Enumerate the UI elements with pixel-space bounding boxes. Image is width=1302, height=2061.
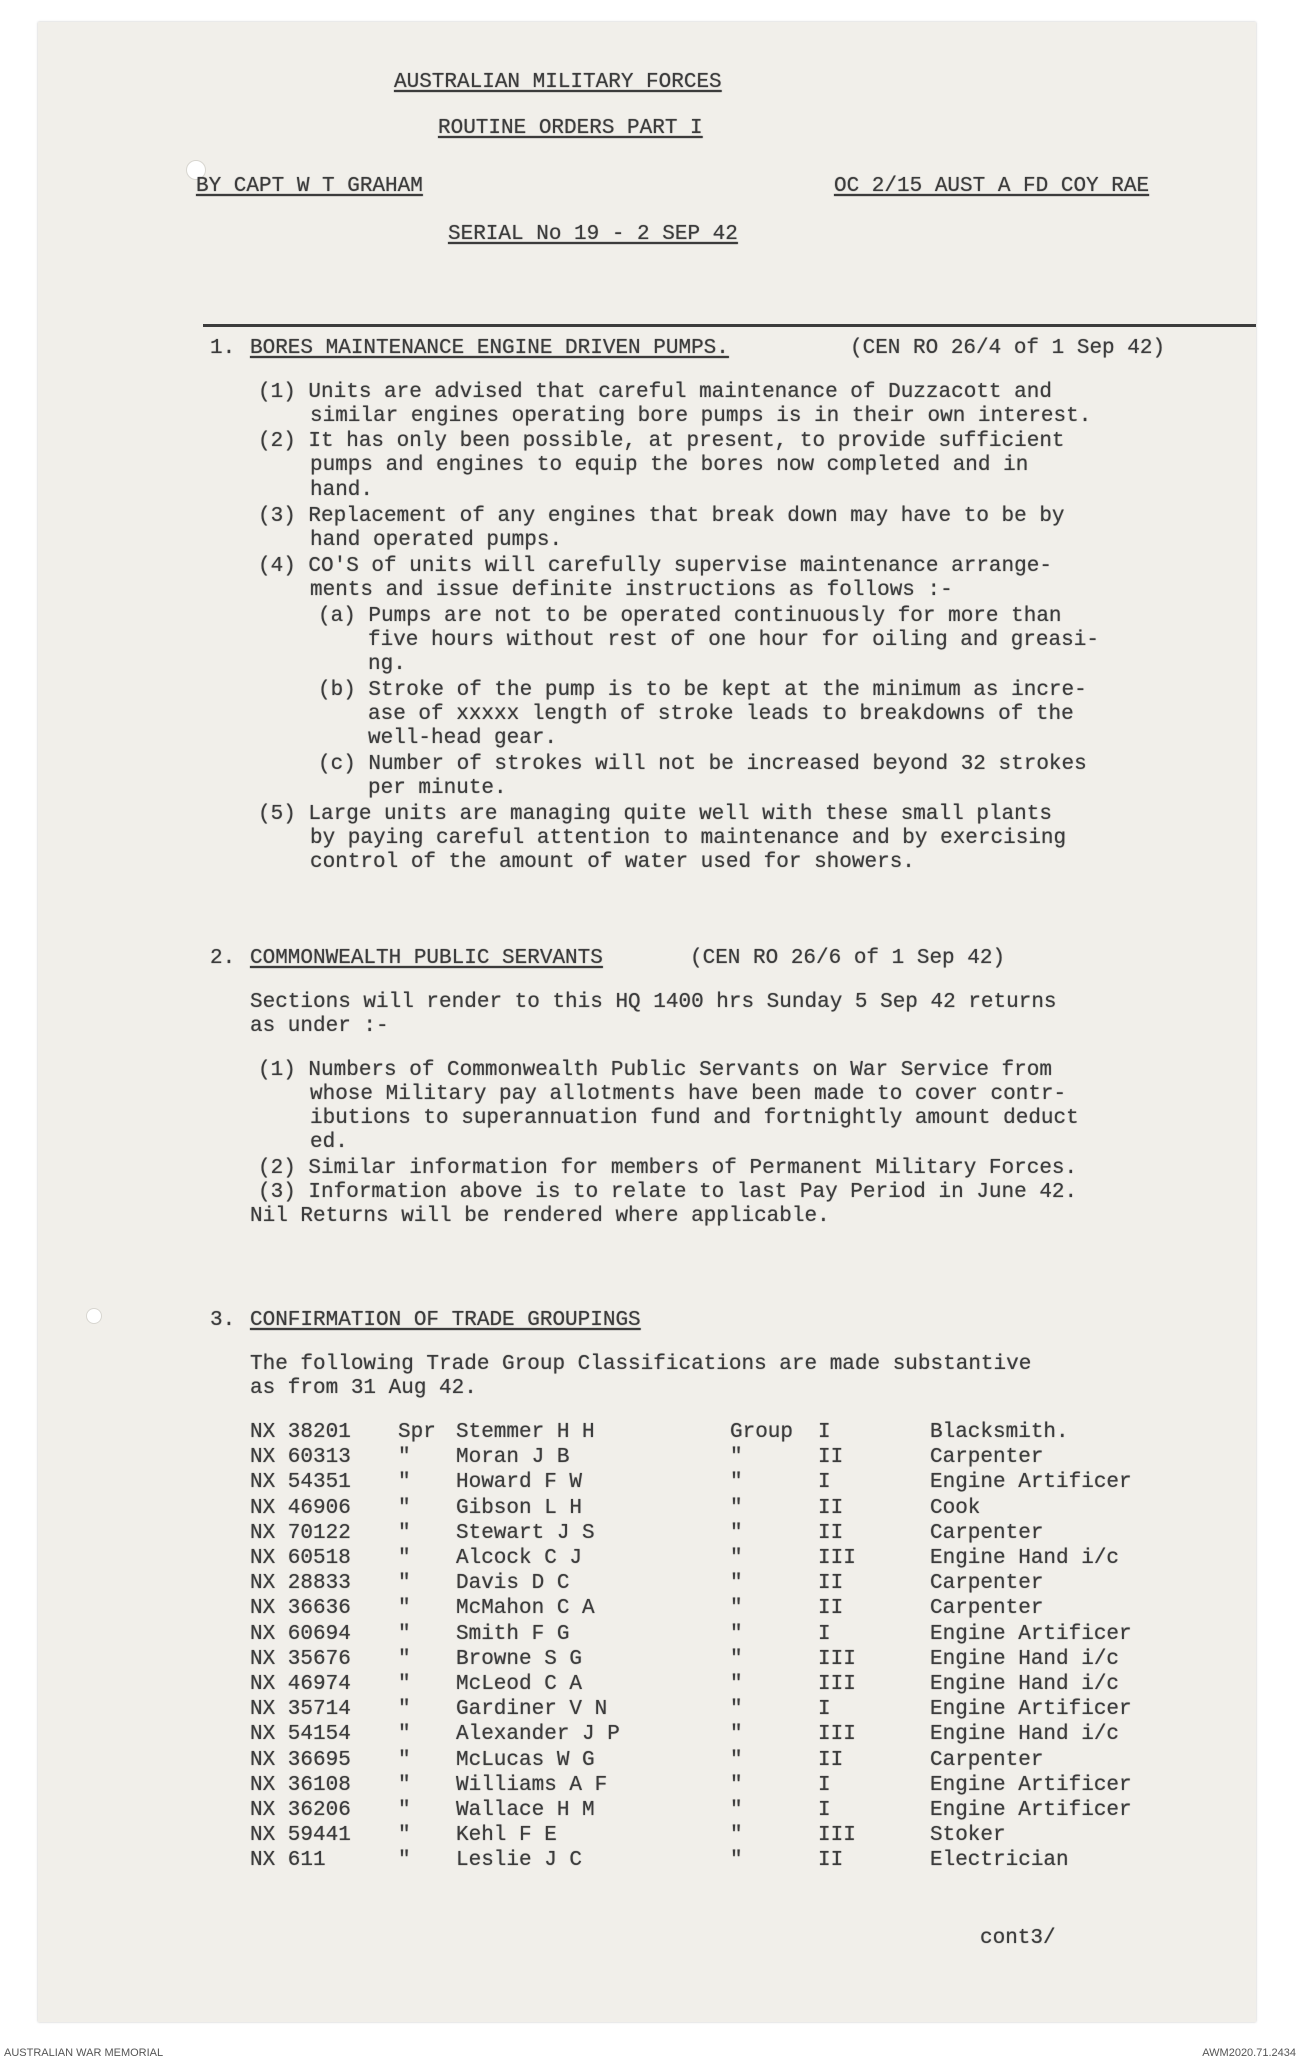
trade-row-trade: Engine Hand i/c [930,1647,1120,1671]
text-line: hand. [310,479,374,502]
trade-row-trade: Engine Artificer [930,1698,1132,1722]
trade-row-no: NX 36206 [250,1799,351,1822]
trade-row-grp: " [730,1597,743,1621]
trade-row-no: NX 60694 [250,1622,351,1646]
document-page [38,22,1256,2022]
trade-row-no: NX 54154 [250,1723,351,1747]
trade-row-no: NX 59441 [250,1824,351,1848]
trade-row-no: NX 60518 [250,1547,351,1570]
text-line: (4) CO'S of units will carefully supervise maintenance arrange- [258,555,1052,578]
trade-row-trade: Engine Artificer [930,1622,1132,1646]
text-line: as from 31 Aug 42. [250,1377,477,1400]
trade-row-trade: Carpenter [930,1572,1044,1596]
trade-row-rank: " [398,1748,411,1772]
trade-row-cls: I [818,1698,831,1722]
text-line: per minute. [368,777,507,800]
trade-row-cls: I [818,1799,831,1822]
trade-row-grp: " [730,1622,743,1646]
trade-row-grp: " [730,1698,743,1722]
text-line: ments and issue definite instructions as follows :- [310,579,953,602]
trade-row-no: NX 28833 [250,1572,351,1596]
trade-row-grp: Group [730,1421,794,1444]
section3-heading: CONFIRMATION OF TRADE GROUPINGS [250,1309,641,1332]
trade-row-rank: " [398,1647,411,1671]
text-line: ng. [368,653,406,676]
trade-row-grp: " [730,1799,743,1822]
trade-row-name: Alexander J P [456,1723,620,1747]
trade-row-rank: " [398,1496,411,1520]
trade-row-cls: II [818,1521,844,1545]
trade-row-cls: I [818,1622,831,1646]
trade-row-no: NX 38201 [250,1421,351,1444]
trade-row-grp: " [730,1446,743,1470]
trade-row-cls: III [818,1673,856,1696]
trade-row-trade: Carpenter [930,1446,1044,1470]
trade-row-rank: Spr [398,1421,436,1444]
trade-row-grp: " [730,1547,743,1570]
unit-oc: OC 2/15 AUST A FD COY RAE [834,175,1150,198]
trade-row-trade: Engine Hand i/c [930,1547,1120,1570]
section1-number: 1. [210,337,236,360]
text-line: hand operated pumps. [310,529,563,552]
trade-row-rank: " [398,1597,411,1621]
trade-row-grp: " [730,1572,743,1596]
trade-row-cls: III [818,1723,856,1747]
continued-note: cont3/ [980,1927,1056,1950]
section2-number: 2. [210,947,236,970]
trade-row-no: NX 36695 [250,1748,351,1772]
trade-row-trade: Cook [930,1496,981,1520]
text-line: (2) Similar information for members of Permanent Military Forces. [258,1157,1078,1180]
trade-row-no: NX 46906 [250,1496,351,1520]
trade-row-rank: " [398,1547,411,1570]
text-line: pumps and engines to equip the bores now completed and in [310,454,1029,477]
text-line: The following Trade Group Classifications are made substantive [250,1353,1032,1376]
trade-row-rank: " [398,1824,411,1848]
text-line: (5) Large units are managing quite well with these small plants [258,803,1052,826]
trade-row-trade: Engine Hand i/c [930,1723,1120,1747]
trade-row-trade: Electrician [930,1849,1069,1873]
text-line: ase of xxxxx length of stroke leads to breakdowns of the [368,703,1074,726]
trade-row-no: NX 36108 [250,1773,351,1797]
doc-subtitle: ROUTINE ORDERS PART I [438,117,703,140]
trade-row-rank: " [398,1446,411,1470]
trade-row-name: Wallace H M [456,1799,595,1822]
trade-row-name: Gardiner V N [456,1698,608,1722]
trade-row-name: Smith F G [456,1622,570,1646]
text-line: well-head gear. [368,727,558,750]
trade-row-name: Alcock C J [456,1547,583,1570]
trade-row-trade: Engine Artificer [930,1471,1132,1495]
trade-row-name: Stemmer H H [456,1421,595,1444]
text-line: (1) Numbers of Commonwealth Public Servants on War Service from [258,1059,1052,1082]
doc-title: AUSTRALIAN MILITARY FORCES [394,71,722,94]
trade-row-name: Browne S G [456,1647,583,1671]
trade-row-trade: Engine Artificer [930,1773,1132,1797]
trade-row-name: McMahon C A [456,1597,595,1621]
text-line: by paying careful attention to maintenance and by exercising [310,827,1067,850]
footer-right: AWM2020.71.2434 [1202,2047,1296,2059]
text-line: (c) Number of strokes will not be increased beyond 32 strokes [318,753,1087,776]
text-line: (1) Units are advised that careful maintenance of Duzzacott and [258,381,1052,404]
trade-row-cls: II [818,1597,844,1621]
trade-row-cls: I [818,1421,831,1444]
text-line: control of the amount of water used for showers. [310,851,915,874]
trade-row-rank: " [398,1622,411,1646]
text-line: as under :- [250,1015,389,1038]
trade-row-grp: " [730,1521,743,1545]
trade-row-name: Gibson L H [456,1496,583,1520]
trade-row-name: McLeod C A [456,1673,583,1696]
trade-row-rank: " [398,1521,411,1545]
trade-row-cls: III [818,1647,856,1671]
trade-row-rank: " [398,1723,411,1747]
serial-number: SERIAL No 19 - 2 SEP 42 [448,223,738,246]
trade-row-rank: " [398,1849,411,1873]
trade-row-rank: " [398,1698,411,1722]
trade-row-cls: I [818,1773,831,1797]
trade-row-grp: " [730,1748,743,1772]
trade-row-name: Williams A F [456,1773,608,1797]
trade-row-no: NX 35676 [250,1647,351,1671]
text-line: (b) Stroke of the pump is to be kept at the minimum as incre- [318,679,1087,702]
text-line: similar engines operating bore pumps is in their own interest. [310,405,1092,428]
text-line: Nil Returns will be rendered where applicable. [250,1205,830,1228]
text-line: ibutions to superannuation fund and fortnightly amount deduct [310,1107,1079,1130]
text-line: ed. [310,1131,348,1154]
trade-row-trade: Blacksmith. [930,1421,1069,1444]
section2-reference: (CEN RO 26/6 of 1 Sep 42) [690,947,1006,970]
trade-row-trade: Engine Artificer [930,1799,1132,1822]
text-line: (a) Pumps are not to be operated continuously for more than [318,605,1062,628]
trade-row-rank: " [398,1799,411,1822]
section3-number: 3. [210,1309,236,1332]
trade-row-name: Stewart J S [456,1521,595,1545]
trade-row-no: NX 35714 [250,1698,351,1722]
trade-row-grp: " [730,1673,743,1696]
trade-row-grp: " [730,1471,743,1495]
text-line: (3) Replacement of any engines that break down may have to be by [258,505,1065,528]
trade-row-rank: " [398,1572,411,1596]
trade-row-trade: Carpenter [930,1521,1044,1545]
trade-row-grp: " [730,1824,743,1848]
section1-heading: BORES MAINTENANCE ENGINE DRIVEN PUMPS. [250,337,729,360]
trade-row-name: Moran J B [456,1446,570,1470]
trade-row-cls: II [818,1572,844,1596]
trade-row-name: Kehl F E [456,1824,557,1848]
text-line: (3) Information above is to relate to last Pay Period in June 42. [258,1181,1078,1204]
trade-row-rank: " [398,1673,411,1696]
punch-hole [86,1308,102,1324]
trade-row-rank: " [398,1471,411,1495]
trade-row-no: NX 46974 [250,1673,351,1696]
section1-reference: (CEN RO 26/4 of 1 Sep 42) [850,337,1166,360]
trade-row-cls: II [818,1849,844,1873]
trade-row-no: NX 36636 [250,1597,351,1621]
trade-row-trade: Stoker [930,1824,1006,1848]
text-line: whose Military pay allotments have been made to cover contr- [310,1083,1067,1106]
trade-row-cls: I [818,1471,831,1495]
trade-row-grp: " [730,1723,743,1747]
text-line: five hours without rest of one hour for oiling and greasi- [368,629,1099,652]
trade-row-grp: " [730,1773,743,1797]
trade-row-grp: " [730,1647,743,1671]
typed-text [38,22,1256,1950]
trade-row-no: NX 60313 [250,1446,351,1470]
trade-row-cls: II [818,1446,844,1470]
trade-row-grp: " [730,1496,743,1520]
trade-row-no: NX 70122 [250,1521,351,1545]
trade-row-cls: III [818,1547,856,1570]
trade-row-name: Leslie J C [456,1849,583,1873]
trade-row-rank: " [398,1773,411,1797]
trade-row-name: Howard F W [456,1471,583,1495]
trade-row-trade: Engine Hand i/c [930,1673,1120,1696]
trade-row-grp: " [730,1849,743,1873]
trade-row-no: NX 54351 [250,1471,351,1495]
header-rule [203,324,1256,327]
text-line: (2) It has only been possible, at present, to provide sufficient [258,430,1065,453]
trade-row-cls: II [818,1748,844,1772]
trade-row-name: McLucas W G [456,1748,595,1772]
footer-left: AUSTRALIAN WAR MEMORIAL [4,2047,164,2059]
trade-row-trade: Carpenter [930,1748,1044,1772]
issued-by: BY CAPT W T GRAHAM [196,175,423,198]
text-line: Sections will render to this HQ 1400 hrs Sunday 5 Sep 42 returns [250,991,1057,1014]
trade-row-trade: Carpenter [930,1597,1044,1621]
section2-heading: COMMONWEALTH PUBLIC SERVANTS [250,947,603,970]
trade-row-cls: III [818,1824,856,1848]
trade-row-no: NX 611 [250,1849,326,1873]
trade-row-cls: II [818,1496,844,1520]
trade-row-name: Davis D C [456,1572,570,1596]
